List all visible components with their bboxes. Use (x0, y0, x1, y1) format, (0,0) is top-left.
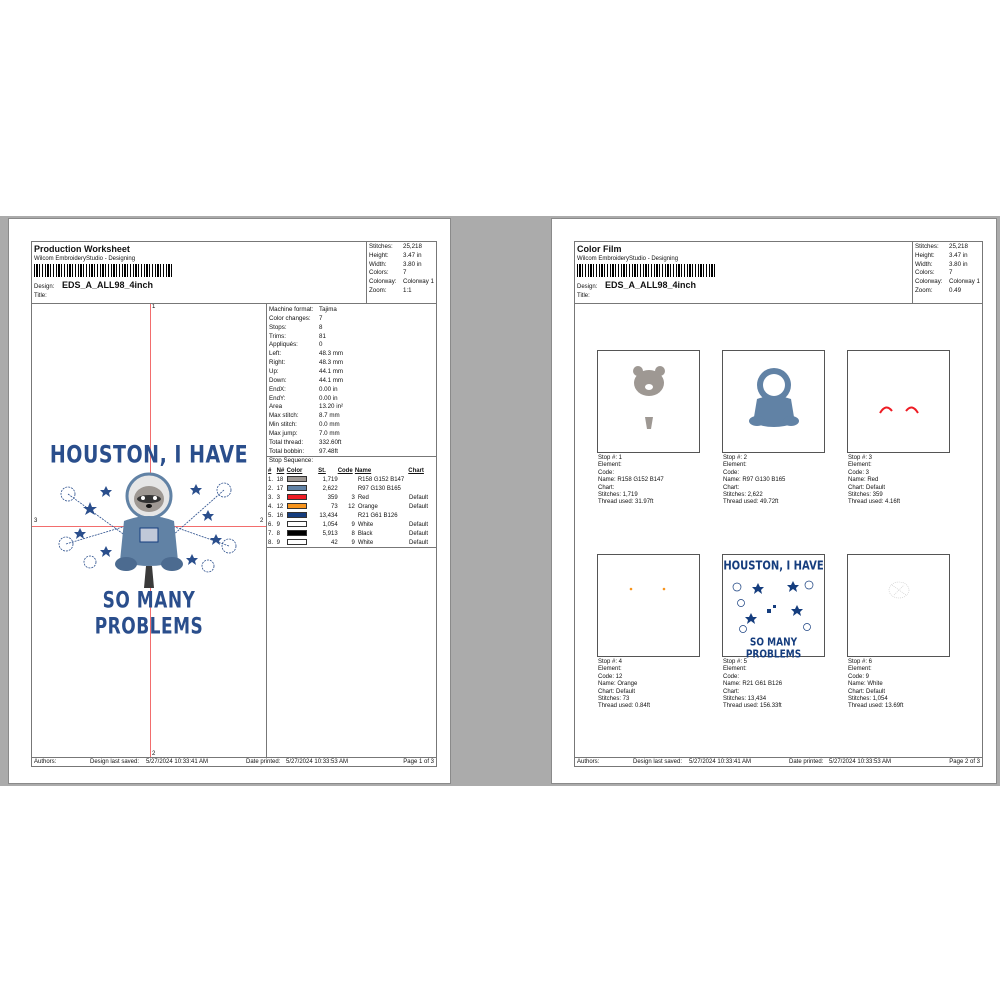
stat-label: Stitches: (369, 243, 393, 250)
col-stitches-cell: 359 (327, 494, 338, 501)
stat-value: 25,218 (949, 243, 968, 250)
stop-stop: Stop #: 6 (848, 659, 873, 665)
stat-row (915, 287, 980, 296)
design-text-line1: HOUSTON, I HAVE (49, 441, 249, 469)
col-needle-cell: 18 (276, 476, 284, 483)
param-label: Total thread: (269, 438, 304, 446)
col-num-header: # (268, 467, 272, 474)
stop-code: Code: (723, 469, 740, 476)
stop-sequence-table (268, 466, 428, 547)
footer-saved-date: 5/27/2024 10:33:41 AM (689, 759, 752, 765)
stop-info (847, 455, 950, 507)
col-num-cell: 2. (268, 485, 274, 492)
param-label: Down: (269, 376, 287, 384)
stop-code: Code: 12 (598, 673, 623, 680)
col-num-cell: 4. (268, 503, 274, 510)
stat-value: 25,218 (403, 243, 422, 250)
stat-label: Colorway: (369, 278, 397, 286)
col-needle-cell: 3 (276, 494, 280, 501)
axis-label-left: 3 (34, 518, 38, 524)
stop-sequence-row (268, 502, 428, 511)
machine-parameters (267, 304, 436, 548)
page-title: Color Film (577, 244, 622, 254)
stop-stop: Stop #: 3 (848, 455, 873, 461)
stop-name: Name: R97 G130 B165 (723, 477, 786, 484)
footer-printed-label: Date printed: (246, 759, 281, 765)
page-production-worksheet (8, 218, 451, 784)
stop-thread: Thread used: 13.69ft (848, 703, 904, 710)
design-text-line2: SO MANY PROBLEMS (94, 588, 204, 640)
color-film-tile (597, 350, 700, 507)
col-stitches-cell: 42 (331, 539, 338, 546)
design-preview (32, 304, 267, 757)
col-stitches-cell: 1,719 (322, 476, 338, 483)
stat-value: 1:1 (403, 286, 412, 294)
stop-stitches: Stitches: 359 (848, 492, 883, 499)
col-code-cell: 8 (351, 530, 355, 537)
stop-sequence-row (268, 511, 428, 520)
col-name-cell: White (357, 521, 374, 528)
stat-row (369, 252, 434, 261)
color-film-tile (722, 350, 825, 507)
param-label: Max stitch: (269, 412, 299, 420)
param-value: 44.1 mm (319, 367, 344, 375)
stop-preview-orange (597, 554, 700, 657)
raccoon-astronaut-illustration (46, 466, 252, 591)
stat-value: Colorway 1 (403, 278, 434, 286)
col-needle-cell: 9 (276, 539, 280, 546)
stat-value: 3.47 in (403, 251, 422, 259)
footer-printed-label: Date printed: (789, 759, 824, 765)
stop-sequence-row (268, 493, 428, 502)
color-swatch (287, 476, 307, 482)
param-label: Machine format: (269, 306, 314, 313)
param-label: Color changes: (269, 314, 311, 322)
footer-saved-label: Design last saved: (633, 759, 683, 765)
color-film-tile (847, 350, 950, 507)
col-num-cell: 5. (268, 512, 274, 519)
stop-stop: Stop #: 4 (598, 659, 623, 665)
design-name: EDS_A_ALL98_4inch (605, 280, 697, 290)
preview-text-line1: HOUSTON, I HAVE (723, 559, 824, 574)
col-chart-cell: Default (408, 494, 428, 501)
title-label: Title: (577, 293, 590, 299)
col-name-cell: R21 G61 B126 (357, 512, 398, 519)
stop-chart: Chart: (598, 484, 615, 491)
col-needle-cell: 9 (276, 521, 280, 528)
stop-name: Name: White (848, 681, 883, 688)
design-stats (913, 242, 982, 303)
param-value: 81 (319, 332, 326, 340)
color-swatch-cell (287, 520, 319, 529)
design-label: Design: (577, 284, 598, 290)
col-code-cell (338, 511, 355, 520)
param-label: Up: (269, 367, 279, 375)
stop-stitches: Stitches: 2,622 (723, 492, 763, 499)
worksheet-frame (31, 241, 437, 767)
stop-info (597, 455, 700, 507)
col-name-cell: Orange (357, 503, 378, 510)
col-stitches-cell: 2,622 (322, 485, 338, 492)
stat-label: Width: (369, 260, 387, 268)
stat-label: Zoom: (915, 286, 933, 294)
footer-authors: Authors: (34, 759, 57, 765)
param-label: EndY: (269, 394, 286, 402)
param-value: 0.00 in (319, 385, 338, 393)
col-num-cell: 7. (268, 530, 274, 537)
design-name: EDS_A_ALL98_4inch (62, 280, 154, 290)
col-code-cell: 3 (351, 494, 355, 501)
color-swatch-cell (287, 538, 319, 547)
stat-value: 7 (949, 269, 953, 277)
preview-text-line2: SO MANY PROBLEMS (745, 637, 802, 661)
barcode (34, 264, 174, 277)
color-film-grid (575, 304, 982, 757)
stop-thread: Thread used: 31.97ft (598, 499, 654, 506)
param-value: 13.20 in² (319, 403, 344, 411)
stop-element: Element: (598, 462, 622, 469)
param-value: 7.0 mm (319, 429, 340, 437)
col-stitches-cell: 5,913 (322, 530, 338, 537)
col-name-cell: Black (357, 530, 373, 537)
color-swatch (287, 530, 307, 536)
col-needle-cell: 8 (276, 530, 280, 537)
stop-stop: Stop #: 2 (723, 455, 748, 461)
stop-name: Name: R21 G61 B126 (723, 681, 783, 688)
software-name: Wilcom EmbroideryStudio - Designing (577, 256, 679, 262)
col-stitches-cell: 1,054 (322, 521, 338, 528)
stat-label: Colors: (369, 269, 389, 277)
param-value: 44.1 mm (319, 376, 344, 384)
stat-row (915, 243, 980, 252)
color-film-frame (574, 241, 983, 767)
color-film-tile (847, 554, 950, 711)
col-name-cell: White (357, 539, 374, 546)
color-swatch-cell (287, 484, 319, 493)
page-footer (32, 757, 436, 766)
stop-stitches: Stitches: 73 (598, 696, 630, 703)
col-chart-cell: Default (408, 503, 428, 510)
stat-label: Colors: (915, 269, 935, 277)
stat-row (369, 278, 434, 287)
stop-preview-red (847, 350, 950, 453)
stop-chart: Chart: Default (598, 688, 636, 695)
stop-element: Element: (848, 666, 872, 673)
stat-value: 7 (403, 269, 407, 277)
stop-element: Element: (848, 462, 872, 469)
stat-row (369, 261, 434, 270)
stat-row (915, 269, 980, 278)
design-stats (367, 242, 436, 303)
stop-thread: Thread used: 4.16ft (848, 499, 901, 506)
col-code-cell: 9 (351, 521, 355, 528)
col-color-header: Color (286, 467, 303, 474)
color-swatch (287, 539, 307, 545)
stat-value: 0.49 (949, 286, 962, 294)
stop-preview-text (722, 554, 825, 661)
param-label: EndX: (269, 385, 286, 393)
col-name-header: Name (354, 467, 372, 474)
stop-info (847, 659, 950, 711)
stop-stop: Stop #: 5 (723, 659, 748, 665)
stop-chart: Chart: (723, 484, 740, 491)
stop-stitches: Stitches: 1,719 (598, 492, 638, 499)
stat-row (915, 261, 980, 270)
stat-label: Height: (915, 251, 935, 259)
color-swatch (287, 503, 307, 509)
page-footer (575, 757, 982, 766)
col-chart-cell: Default (408, 530, 428, 537)
col-needle-cell: 16 (276, 512, 284, 519)
col-num-cell: 6. (268, 521, 274, 528)
col-code-cell (338, 475, 355, 484)
stop-thread: Thread used: 49.72ft (723, 499, 779, 506)
stop-chart: Chart: Default (848, 688, 886, 695)
col-chart-header: Chart (408, 467, 424, 474)
page-color-film (551, 218, 997, 784)
col-num-cell: 1. (268, 476, 274, 483)
stat-value: Colorway 1 (949, 278, 980, 286)
param-label: Max jump: (269, 429, 298, 437)
col-needle-cell: 17 (276, 485, 284, 492)
col-name-cell: R158 G152 B147 (357, 476, 405, 483)
param-value: 332.60ft (319, 438, 342, 446)
axis-label-right: 2 (260, 518, 264, 524)
stat-value: 3.80 in (403, 260, 422, 268)
col-chart-cell: Default (408, 539, 428, 546)
stop-name: Name: Red (848, 477, 879, 484)
stop-preview-bear (597, 350, 700, 453)
stop-stop: Stop #: 1 (598, 455, 623, 461)
stop-stitches: Stitches: 13,434 (723, 696, 767, 703)
stop-thread: Thread used: 0.84ft (598, 703, 651, 710)
stop-preview-suit (722, 350, 825, 453)
param-value: 0.00 in (319, 394, 338, 402)
stat-row (369, 287, 434, 296)
footer-page-number: Page 1 of 3 (403, 759, 434, 765)
stop-chart: Chart: (723, 688, 740, 695)
stop-code: Code: (723, 673, 740, 680)
col-name-cell: R97 G130 B165 (357, 485, 401, 492)
stop-stitches: Stitches: 1,054 (848, 696, 888, 703)
param-label: Total bobbin: (269, 447, 305, 455)
color-swatch-cell (287, 502, 319, 511)
col-chart-cell (408, 511, 428, 520)
stat-label: Zoom: (369, 286, 387, 294)
stop-name: Name: R158 G152 B147 (598, 477, 664, 484)
col-stitches-cell: 13,434 (319, 512, 338, 519)
stop-code: Code: 9 (848, 673, 870, 680)
axis-label-bottom: 2 (152, 751, 156, 757)
col-code-cell: 9 (351, 539, 355, 546)
title-label: Title: (34, 293, 47, 299)
col-chart-cell (408, 475, 428, 484)
stop-sequence-title: Stop Sequence: (269, 457, 314, 464)
stop-code: Code: 3 (848, 469, 870, 476)
col-chart-cell (408, 484, 428, 493)
stat-label: Stitches: (915, 243, 939, 250)
stat-value: 3.47 in (949, 251, 968, 259)
stop-name: Name: Orange (598, 681, 638, 688)
page-header (575, 242, 982, 304)
stop-sequence-row (268, 538, 428, 547)
stop-element: Element: (723, 666, 747, 673)
col-stitches-header: St. (318, 467, 326, 474)
col-num-cell: 3. (268, 494, 274, 501)
page-title: Production Worksheet (34, 244, 130, 254)
color-swatch (287, 494, 307, 500)
stat-label: Height: (369, 251, 389, 259)
param-value: 8 (319, 323, 323, 331)
design-label: Design: (34, 284, 55, 290)
stop-sequence-row (268, 475, 428, 484)
stop-element: Element: (598, 666, 622, 673)
param-value: 0 (319, 341, 323, 349)
color-swatch-cell (287, 529, 319, 538)
stop-element: Element: (723, 462, 747, 469)
color-swatch (287, 485, 307, 491)
color-swatch (287, 521, 307, 527)
color-film-tile (722, 554, 825, 711)
stop-sequence-row (268, 520, 428, 529)
stop-code: Code: (598, 469, 615, 476)
software-name: Wilcom EmbroideryStudio - Designing (34, 256, 136, 262)
stop-chart: Chart: Default (848, 484, 886, 491)
stat-row (369, 269, 434, 278)
footer-authors: Authors: (577, 759, 600, 765)
stop-sequence-row (268, 484, 428, 493)
stat-row (369, 243, 434, 252)
embroidery-design (46, 441, 252, 640)
col-needle-cell: 12 (276, 503, 284, 510)
param-value: Tajima (319, 306, 337, 313)
color-film-tile (597, 554, 700, 711)
col-code-cell (338, 484, 355, 493)
param-label: Left: (269, 350, 282, 358)
stat-label: Colorway: (915, 278, 943, 286)
param-value: 48.3 mm (319, 359, 344, 367)
axis-label-top: 1 (152, 304, 156, 310)
footer-saved-label: Design last saved: (90, 759, 140, 765)
col-code-cell: 12 (348, 503, 355, 510)
footer-saved-date: 5/27/2024 10:33:41 AM (146, 759, 209, 765)
stop-info (722, 659, 825, 711)
param-value: 8.7 mm (319, 412, 340, 420)
param-label: Trims: (269, 332, 286, 340)
stat-label: Width: (915, 260, 933, 268)
param-label: Right: (269, 359, 286, 367)
color-swatch-cell (287, 493, 319, 502)
page-header (32, 242, 436, 304)
footer-printed-date: 5/27/2024 10:33:53 AM (829, 759, 892, 765)
param-label: Min stitch: (269, 421, 297, 429)
stat-value: 3.80 in (949, 260, 968, 268)
col-needle-header: N# (276, 467, 285, 474)
stop-preview-white (847, 554, 950, 657)
color-swatch-cell (287, 511, 319, 520)
col-num-cell: 8. (268, 539, 274, 546)
footer-page-number: Page 2 of 3 (949, 759, 980, 765)
param-label: Area (269, 403, 283, 411)
color-swatch-cell (287, 475, 319, 484)
param-label: Appliqués: (269, 341, 298, 349)
barcode (577, 264, 717, 277)
col-chart-cell: Default (408, 521, 428, 528)
param-value: 48.3 mm (319, 350, 344, 358)
stop-info (597, 659, 700, 711)
param-value: 97.48ft (319, 447, 338, 455)
param-value: 0.0 mm (319, 421, 340, 429)
stop-info (722, 455, 825, 507)
param-label: Stops: (269, 323, 287, 331)
param-value: 7 (319, 314, 323, 322)
color-swatch (287, 512, 307, 518)
col-code-header: Code (337, 467, 353, 474)
stat-row (915, 278, 980, 287)
col-name-cell: Red (357, 494, 369, 501)
footer-printed-date: 5/27/2024 10:33:53 AM (286, 759, 349, 765)
col-stitches-cell: 73 (331, 503, 338, 510)
stat-row (915, 252, 980, 261)
stop-sequence-row (268, 529, 428, 538)
stop-thread: Thread used: 156.33ft (723, 703, 782, 710)
